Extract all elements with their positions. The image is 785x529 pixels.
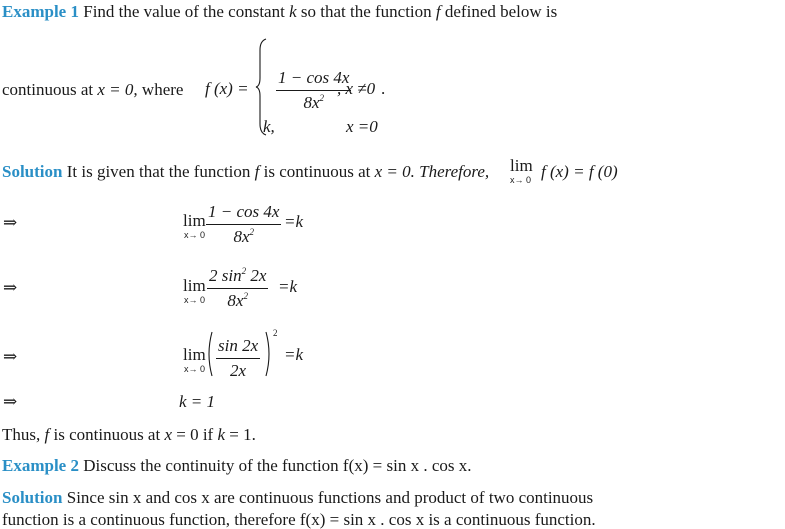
step3-bar bbox=[216, 358, 260, 359]
step2-bar bbox=[207, 288, 268, 289]
step2-num-b: 2x bbox=[250, 266, 267, 285]
conclusion-d: = 1. bbox=[229, 425, 256, 444]
step2-exp: 2 bbox=[243, 291, 248, 301]
conclusion bbox=[2, 426, 256, 443]
case1-numerator: 1 − cos 4x bbox=[278, 68, 350, 87]
step1-den-text: 8x bbox=[233, 227, 250, 246]
step2-lim-sub: x→ 0 bbox=[184, 295, 206, 305]
case1-den-text: 8x bbox=[303, 93, 320, 112]
piecewise-fx: f (x) = bbox=[205, 79, 249, 98]
step3-denominator: 2x bbox=[230, 361, 247, 380]
solution1-var-f: f bbox=[254, 162, 260, 181]
example2-heading: Example 2 bbox=[2, 456, 79, 475]
case1-condition: , x ≠0 bbox=[337, 79, 376, 98]
step3-fraction bbox=[216, 336, 260, 381]
step1-bar bbox=[206, 224, 281, 225]
example1-var-f: f bbox=[435, 2, 441, 21]
step2-lim: lim bbox=[183, 276, 206, 295]
implies-2: ⇒ bbox=[3, 278, 18, 297]
solution2-text1: Since sin x and cos x are continuous functions and product of two continuous bbox=[66, 488, 594, 507]
conclusion-k: k bbox=[217, 425, 226, 444]
line2-cond: x = 0, bbox=[97, 80, 138, 99]
line2-where: where bbox=[141, 80, 184, 99]
solution1-lim-sub: x→ 0 bbox=[510, 175, 532, 185]
solution1-heading: Solution bbox=[2, 162, 63, 181]
conclusion-x: x bbox=[164, 425, 172, 444]
step1-fraction bbox=[206, 202, 281, 247]
solution2-line2: function is a continuous function, therefore f(x) = sin x . cos x is a continuous function. bbox=[2, 510, 596, 529]
conclusion-c: = 0 if bbox=[176, 425, 214, 444]
example2-text: Discuss the continuity of the function bbox=[83, 456, 339, 475]
step2-num-exp: 2 bbox=[241, 266, 247, 276]
solution1-cond: x = 0. Therefore, bbox=[374, 162, 490, 181]
solution1-text-b: is continuous at bbox=[263, 162, 371, 181]
case1-exp: 2 bbox=[319, 93, 324, 103]
step1-numerator: 1 − cos 4x bbox=[208, 202, 280, 221]
step3-exponent: 2 bbox=[273, 328, 278, 338]
line2-period: . bbox=[381, 79, 386, 98]
step1-lim-sub: x→ 0 bbox=[184, 230, 206, 240]
solution1-line bbox=[2, 163, 489, 180]
implies-4: ⇒ bbox=[3, 392, 18, 411]
solution1-rhs: f (x) = f (0) bbox=[541, 162, 618, 181]
solution1-text: It is given that the function bbox=[66, 162, 251, 181]
solution2-line1 bbox=[2, 489, 593, 506]
example2-fx: f(x) = sin x . cos x. bbox=[342, 456, 472, 475]
example1-text-a: Find the value of the constant bbox=[83, 2, 285, 21]
example1-line2 bbox=[2, 81, 183, 98]
step1-exp: 2 bbox=[249, 227, 254, 237]
step2-numerator bbox=[207, 266, 268, 286]
line2-prefix: continuous at bbox=[2, 80, 94, 99]
implies-1: ⇒ bbox=[3, 213, 18, 232]
step3-lim: lim bbox=[183, 345, 206, 364]
example1-var-k: k bbox=[289, 2, 297, 21]
example2-line bbox=[2, 457, 472, 474]
result: k = 1 bbox=[179, 392, 216, 411]
conclusion-f: f bbox=[44, 425, 50, 444]
case2-condition: x =0 bbox=[346, 117, 378, 136]
case2-value: k, bbox=[263, 117, 275, 136]
solution2-heading: Solution bbox=[2, 488, 63, 507]
step3-eq: =k bbox=[284, 345, 304, 364]
step2-eq: =k bbox=[278, 277, 298, 296]
step2-den-text: 8x bbox=[227, 291, 244, 310]
example1-text-b: so that the function bbox=[300, 2, 432, 21]
step2-fraction bbox=[207, 266, 268, 311]
example1-line1 bbox=[2, 3, 557, 20]
conclusion-a: Thus, bbox=[2, 425, 41, 444]
implies-3: ⇒ bbox=[3, 347, 18, 366]
step3-numerator: sin 2x bbox=[218, 336, 259, 355]
solution1-lim: lim bbox=[510, 156, 533, 175]
example1-text-c: defined below is bbox=[444, 2, 558, 21]
step3-lim-sub: x→ 0 bbox=[184, 364, 206, 374]
example1-heading: Example 1 bbox=[2, 2, 79, 21]
step1-lim: lim bbox=[183, 211, 206, 230]
step2-denominator bbox=[207, 291, 268, 311]
step2-num-a: 2 sin bbox=[209, 266, 242, 285]
conclusion-b: is continuous at bbox=[53, 425, 161, 444]
step1-denominator bbox=[206, 227, 281, 247]
step1-eq: =k bbox=[284, 212, 304, 231]
